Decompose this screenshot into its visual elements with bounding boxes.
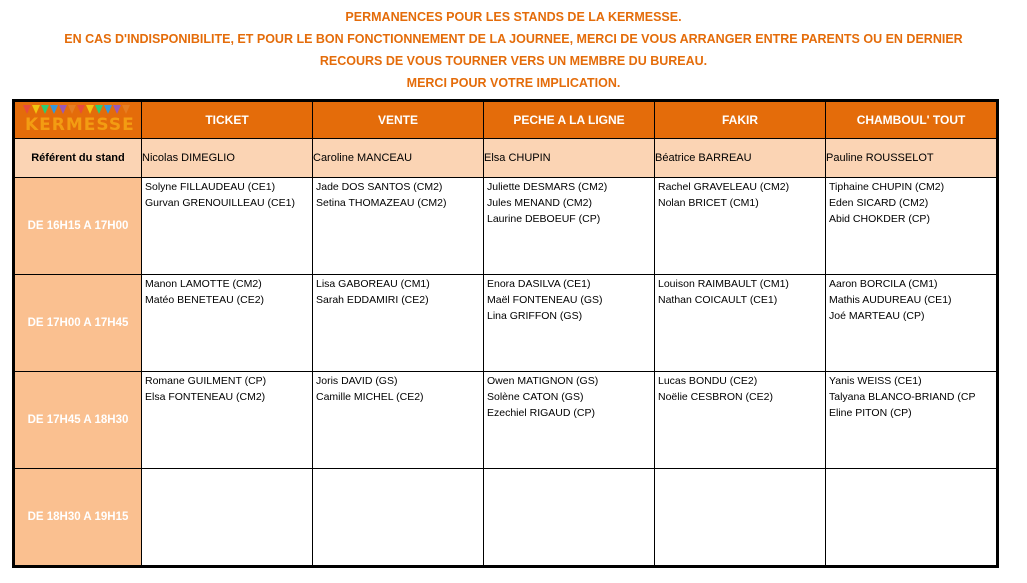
volunteer-cell [826, 469, 997, 566]
stand-header-peche: PECHE A LA LIGNE [484, 102, 655, 139]
volunteer-name: Lina GRIFFON (GS) [487, 310, 583, 322]
volunteer-name: Juliette DESMARS (CM2) [487, 181, 608, 193]
stands-header-row [15, 102, 997, 139]
time-slot-row [15, 372, 997, 469]
volunteer-name: Maël FONTENEAU (GS) [487, 294, 603, 306]
volunteer-name: Setina THOMAZEAU (CM2) [316, 197, 447, 209]
volunteer-name: Jade DOS SANTOS (CM2) [316, 181, 443, 193]
volunteer-name: Camille MICHEL (CE2) [316, 391, 424, 403]
referent-name: Elsa CHUPIN [484, 139, 655, 178]
volunteer-cell [142, 178, 313, 275]
volunteer-cell [142, 275, 313, 372]
volunteer-cell [655, 469, 826, 566]
header-line-3: RECOURS DE VOUS TOURNER VERS UN MEMBRE DU BUREAU. [319, 54, 708, 68]
volunteer-cell [655, 178, 826, 275]
volunteer-name: Eden SICARD (CM2) [829, 197, 929, 209]
volunteer-cell [826, 275, 997, 372]
time-slot-label: DE 17H00 A 17H45 [15, 275, 142, 372]
time-slot-label: DE 17H45 A 18H30 [15, 372, 142, 469]
referent-name: Pauline ROUSSELOT [826, 139, 997, 178]
time-slot-label: DE 18H30 A 19H15 [15, 469, 142, 566]
volunteer-cell [313, 178, 484, 275]
volunteer-name: Manon LAMOTTE (CM2) [145, 278, 262, 290]
kermesse-logo [15, 102, 142, 139]
referent-row [15, 139, 997, 178]
volunteer-name: Sarah EDDAMIRI (CE2) [316, 294, 429, 306]
volunteer-name: Matéo BENETEAU (CE2) [145, 294, 265, 306]
time-slot-row [15, 178, 997, 275]
volunteer-name: Louison RAIMBAULT (CM1) [658, 278, 789, 290]
volunteer-cell [313, 372, 484, 469]
volunteer-cell [142, 372, 313, 469]
volunteer-name: Abid CHOKDER (CP) [829, 213, 930, 225]
volunteer-name: Nathan COICAULT (CE1) [658, 294, 778, 306]
header-line-4: MERCI POUR VOTRE IMPLICATION. [406, 76, 621, 90]
volunteer-cell [484, 178, 655, 275]
volunteer-name: Tiphaine CHUPIN (CM2) [829, 181, 945, 193]
volunteer-name: Laurine DEBOEUF (CP) [487, 213, 601, 225]
volunteer-name: Jules MENAND (CM2) [487, 197, 593, 209]
volunteer-name: Mathis AUDUREAU (CE1) [829, 294, 952, 306]
volunteer-cell [655, 372, 826, 469]
referent-name: Nicolas DIMEGLIO [142, 139, 313, 178]
volunteer-name: Solène CATON (GS) [487, 391, 584, 403]
page-header [0, 6, 1027, 94]
volunteer-cell [826, 178, 997, 275]
volunteer-cell [142, 469, 313, 566]
schedule-table [14, 101, 997, 566]
stand-header-vente: VENTE [313, 102, 484, 139]
volunteer-cell [655, 275, 826, 372]
volunteer-name: Yanis WEISS (CE1) [829, 375, 922, 387]
volunteer-name: Nolan BRICET (CM1) [658, 197, 759, 209]
volunteer-name: Joé MARTEAU (CP) [829, 310, 925, 322]
header-line-1: PERMANENCES POUR LES STANDS DE LA KERMESSE. [345, 10, 682, 24]
volunteer-name: Noëlie CESBRON (CE2) [658, 391, 773, 403]
stand-header-fakir: FAKIR [655, 102, 826, 139]
volunteer-name: Aaron BORCILA (CM1) [829, 278, 938, 290]
volunteer-cell [313, 275, 484, 372]
bunting-flags-icon [23, 105, 130, 114]
volunteer-cell [484, 275, 655, 372]
referent-name: Caroline MANCEAU [313, 139, 484, 178]
referent-name: Béatrice BARREAU [655, 139, 826, 178]
stand-header-ticket: TICKET [142, 102, 313, 139]
time-slot-row [15, 275, 997, 372]
volunteer-cell [826, 372, 997, 469]
volunteer-name: Solyne FILLAUDEAU (CE1) [145, 181, 276, 193]
volunteer-name: Joris DAVID (GS) [316, 375, 398, 387]
volunteer-name: Lucas BONDU (CE2) [658, 375, 758, 387]
header-line-2: EN CAS D'INDISPONIBILITE, ET POUR LE BON FONCTIONNEMENT DE LA JOURNEE, MERCI DE VOUS ARRANGER ENTRE PARENTS OU EN DERNIER [64, 32, 963, 46]
volunteer-name: Talyana BLANCO-BRIAND (CP [829, 391, 976, 403]
volunteer-name: Owen MATIGNON (GS) [487, 375, 599, 387]
volunteer-cell [484, 372, 655, 469]
volunteer-name: Enora DASILVA (CE1) [487, 278, 591, 290]
volunteer-name: Elsa FONTENEAU (CM2) [145, 391, 266, 403]
volunteer-name: Gurvan GRENOUILLEAU (CE1) [145, 197, 295, 209]
referent-label: Référent du stand [15, 139, 142, 178]
volunteer-name: Ezechiel RIGAUD (CP) [487, 407, 595, 419]
stand-header-chamboul: CHAMBOUL' TOUT [826, 102, 997, 139]
volunteer-cell [484, 469, 655, 566]
time-slot-label: DE 16H15 A 17H00 [15, 178, 142, 275]
volunteer-name: Romane GUILMENT (CP) [145, 375, 267, 387]
logo-text: KERMESSE [25, 115, 135, 135]
time-slot-row [15, 469, 997, 566]
volunteer-name: Rachel GRAVELEAU (CM2) [658, 181, 790, 193]
time-slots [15, 178, 997, 566]
volunteer-name: Eline PITON (CP) [829, 407, 912, 419]
volunteer-name: Lisa GABOREAU (CM1) [316, 278, 430, 290]
volunteer-cell [313, 469, 484, 566]
